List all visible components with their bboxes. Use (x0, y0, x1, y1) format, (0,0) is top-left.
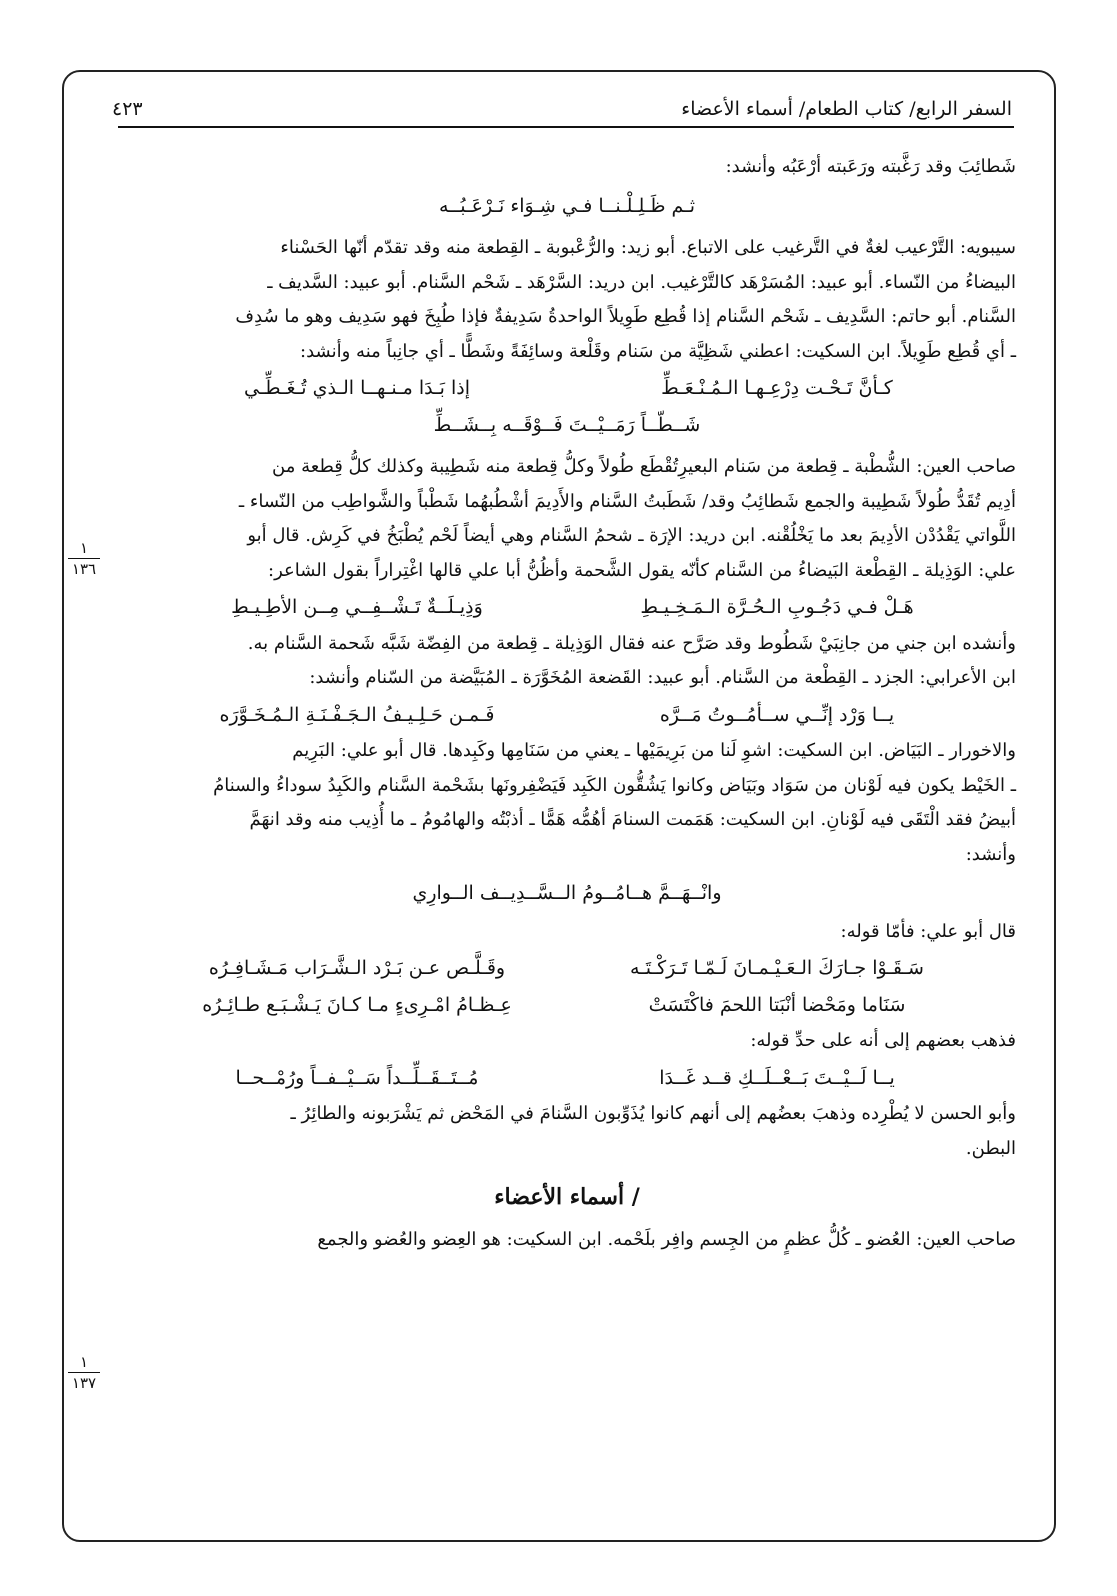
text-line: أدِيم تُقَدُّ طُولاً شَطِيبة والجمع شَطائِبُ وقد/ شَطَبتُ السَّنام والأَدِيمَ أشْطُبهُما شَطْباً والشَّواطِب من النّساء ـ (238, 490, 1016, 512)
running-header (112, 84, 1012, 120)
verse-couplet (118, 698, 1016, 733)
text-line: ـ الخَيْط يكون فيه لَوْنان من سَوَاد وبَيَاض وكانوا يَشُقُّون الكَبِد فَيَضْفِرونَها بشَحْمة السَّنام والكَبِدُ سوداءُ والسنامُ (213, 774, 1016, 796)
verse-hemistich: سَـقَـوْا جـارَكَ الـعَـيْـمـانَ لَـمّـا تَـرَكْـتَـه (630, 957, 924, 979)
verse-hemistich: عِـظـامُ امْـرِىءٍ مـا كـانَ يَـشْـبَـع طـائِـرُه (202, 993, 512, 1016)
verse-hemistich: فَـمـن حَـلِـيـفُ الـجَـفْـنَـةِ الـمُـخَـوَّرَه (219, 703, 495, 726)
verse-couplet (118, 1061, 1016, 1096)
verse-couplet (118, 988, 1016, 1023)
verse-line: شَــطّــاً رَمَــيْــتَ فَــوْقَــه بِــشَــطِّ (433, 413, 701, 436)
margin-mark-bottom: ١٣٧ (71, 1374, 97, 1392)
verse-line: ثـم ظَـلِـلْـنــا فـي شِـوَاء نَـرْعَـبُــه (438, 194, 695, 217)
text-line: صاحب العين: العُضو ـ كُلُّ عظمٍ من الجِسم وافِر بلَحْمه. ابن السكيت: هو العِضو والعُضو والجمع (317, 1228, 1016, 1250)
margin-mark-bottom: ١٣٦ (71, 560, 97, 578)
text-line: صاحب العين: الشُّطْبة ـ قِطعة من سَنام البعيرِتُقْطَع طُولاً وكلُّ قِطعة منه شَطِيبة وكذلك كلُّ قِطعة من (272, 456, 1016, 477)
verse-line: وانْــهَــمَّ هــامُــومُ الــسَّــدِيــف الــوارِي (412, 882, 722, 904)
verse-couplet (118, 371, 1016, 406)
margin-mark-top: ١ (79, 1353, 89, 1371)
verse-hemistich: مُــتَــقَــلِّــداً سَــيْــفــاً ورُمْــحــا (235, 1066, 479, 1089)
text-line: اللَّواتي يَقْدُدْن الأدِيمَ بعد ما يَخْلُقْنه. ابن دريد: الإرَة ـ شحمُ السَّنام وهي أيضاً لَحْم يُطْبَخُ في كَرِش. قال أبو (247, 525, 1016, 546)
margin-mark-bar (68, 558, 100, 559)
verse-couplet (118, 590, 1016, 625)
verse-couplet (118, 951, 1016, 986)
text-line: البيضاءُ من النّساء. أبو عبيد: المُسَرْهَد كالتَّرْغيب. ابن دريد: السَّرْهَد ـ شَحْم السَّنام. أبو عبيد: السَّديف ـ (267, 271, 1016, 293)
verse-hemistich: وقَـلَّـص عـن بَـرْد الـشَّـرَاب مَـشَـافِـرُه (208, 957, 506, 979)
text-line: ـ أي قُطِع طَوِيلاً. ابن السكيت: اعطني شَظِيَّة من سَنام وقَلْعة وسائِفَةً وشَطًّا ـ أي جانِباً منه وأنشد: (300, 340, 1016, 362)
margin-mark-bar (68, 1372, 100, 1373)
margin-folio-mark (64, 540, 104, 577)
verse-hemistich: إذا بَـدَا مـنـهــا الـذي تُـغَـطِّـي (243, 377, 471, 399)
margin-mark-top: ١ (79, 539, 89, 557)
text-line: شَطائِبَ وقد رَغَّبته ورَعَبته أرْعَبُه وأنشد: (725, 156, 1016, 177)
verse-hemistich: كـأنَّ تَـحْـت دِرْعِـهـا الـمُـنْـعَـطِّ (661, 377, 893, 399)
running-title: السفر الرابع/ كتاب الطعام/ أسماء الأعضاء (681, 98, 1012, 120)
text-line: السَّنام. أبو حاتم: السَّدِيف ـ شَحْم السَّنام إذا قُطِع طَوِيلاً الواحدةُ سَدِيفةٌ فإذا طُبِخَ فهو سَدِيف وهو ما سُدِف (235, 306, 1016, 327)
text-line: البطن. (965, 1137, 1016, 1159)
text-line: وأنشده ابن جني من جانِبَيْ شَطُوط وقد صَرَّح عنه فقال الوَذِيلة ـ قِطعة من الفِضّة شَبَّه شَحمة السَّنام به. (247, 632, 1016, 654)
text-line: والاخورار ـ البَيَاض. ابن السكيت: اشوِ لَنا من بَرِيمَيْها ـ يعني من سَنَامِها وكَبِدها. قال أبو علي: البَرِيم (292, 740, 1016, 761)
verse-hemistich: هَـلْ فـي دَجُـوبِ الـحُـرَّة الـمَـخِـيـطِ (640, 596, 914, 618)
text-line: فذهب بعضهم إلى أنه على حدِّ قوله: (750, 1030, 1016, 1051)
verse-hemistich: سَنَاما ومَحْضا أنْبَتا اللحمَ فاكْتَسَتْ (648, 993, 906, 1016)
text-line: وأنشد: (965, 843, 1016, 865)
text-line: علي: الوَذِيلة ـ القِطْعة البَيضاءُ من السَّنام كأنّه يقول الشَّحمة وأظُنُّ أبا علي قالها اغْتِراراً بقول الشاعر: (268, 559, 1016, 581)
text-line: سيبويه: التَّرْعيب لغةٌ في التَّرغيب على الاتباع. أبو زيد: والرُّعْبوبة ـ القِطعة منه وقد تقدّم أنّها الحَسْناء (280, 237, 1016, 258)
verse-hemistich: يــا وَرْد إنِّــي ســأمُــوتُ مَــرَّه (659, 703, 895, 726)
text-line: أبيضُ فقد الْتَقَى فيه لَوْنانِ. ابن السكيت: هَمَمت السنامَ أهُمُّه هَمًّا ـ أذبْتُه والهامُومُ ـ ما أُذِيب منه وقد انهَمَّ (249, 809, 1016, 830)
page-number: ٤٢٣ (112, 98, 143, 120)
header-rule (118, 126, 1014, 128)
text-line: وأبو الحسن لا يُطْرِده وذهبَ بعضُهم إلى أنهم كانوا يُذَوِّبون السَّنامَ في المَحْض ثم يَشْرَبونه والطائِرُ ـ (290, 1103, 1016, 1124)
section-heading: / أسماء الأعضاء (494, 1184, 640, 1210)
page-body (118, 150, 1016, 1257)
verse-hemistich: يــا لَــيْــتَ بَــعْــلَــكِ قــد غَــدَا (659, 1066, 895, 1089)
margin-folio-mark (64, 1354, 104, 1391)
text-line: ابن الأعرابي: الجزد ـ القِطْعة من السَّنام. أبو عبيد: القَضعة المُخَوَّرَة ـ المُبَيَّضة من السّنام وأنشد: (309, 667, 1016, 688)
text-line: قال أبو علي: فأمّا قوله: (840, 920, 1016, 942)
verse-hemistich: وَذِيـلَــةٌ تَـشْــفِــي مِــن الأطِـيـطِ (231, 596, 483, 618)
